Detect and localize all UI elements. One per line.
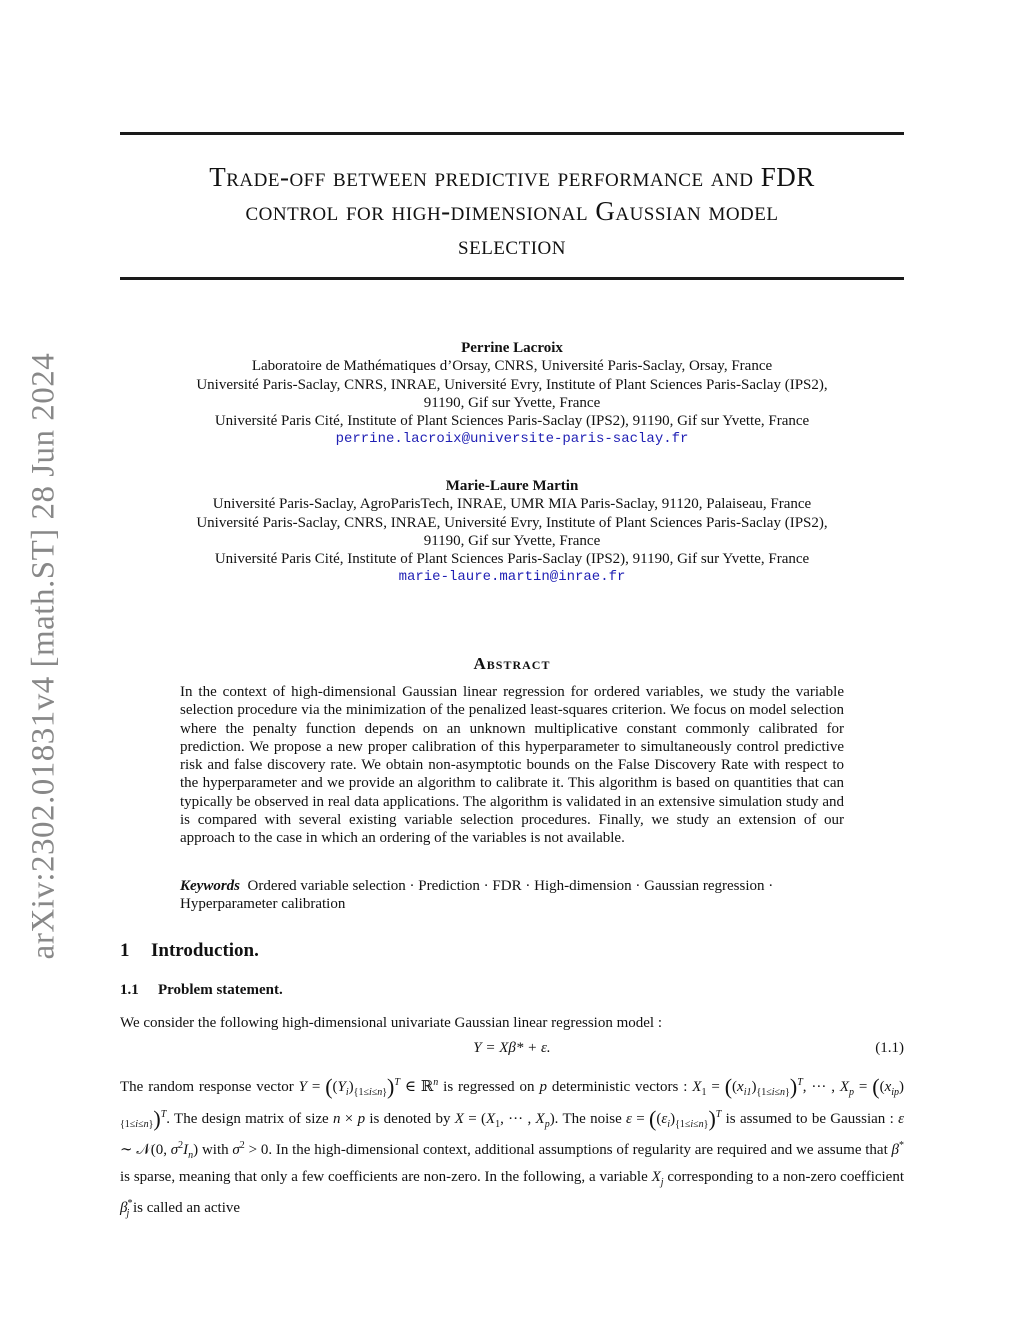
keyword: Hyperparameter calibration	[180, 896, 346, 913]
text-run: is assumed to be Gaussian :	[725, 1110, 894, 1127]
text-run: is sparse, meaning that only a few coefficients are non-zero. In the following, a variable	[120, 1168, 648, 1185]
title-line: control for high-dimensional Gaussian model	[245, 196, 779, 226]
paper-title	[120, 160, 904, 262]
keyword: Prediction	[418, 878, 480, 894]
affiliation-line: Université Paris-Saclay, CNRS, INRAE, Université Evry, Institute of Plant Sciences Paris-Saclay (IPS2),	[196, 514, 828, 531]
subsection-title: Problem statement.	[158, 982, 283, 998]
affiliation-line: 91190, Gif sur Yvette, France	[423, 532, 601, 549]
affiliation-line: 91190, Gif sur Yvette, France	[423, 394, 601, 411]
subsection-number: 1.1	[120, 982, 139, 998]
text-run: . In the high-dimensional context, additional assumptions of regularity are required and we assume that	[268, 1142, 888, 1158]
text-run: is regressed on	[443, 1079, 535, 1095]
section-heading	[120, 940, 259, 962]
keyword: Ordered variable selection	[247, 878, 406, 894]
paragraph: We consider the following high-dimensional univariate Gaussian linear regression model :	[120, 1015, 662, 1031]
equation-expression: Y = Xβ* + ε.	[473, 1040, 551, 1056]
text-run: The noise	[562, 1110, 622, 1127]
affiliation-line: Université Paris Cité, Institute of Plant Sciences Paris-Saclay (IPS2), 91190, Gif sur Yvette, France	[214, 413, 810, 430]
keywords: Keywords Ordered variable selection · Prediction · FDR · High-dimension · Gaussian regression · Hyperparameter calibration	[180, 878, 774, 913]
text-run: with	[201, 1142, 229, 1158]
text-run: deterministic vectors :	[551, 1079, 688, 1095]
author-email-link[interactable]: perrine.lacroix@universite-paris-saclay.fr	[335, 431, 689, 448]
arxiv-stamp: arXiv:2302.01831v4 [math.ST] 28 Jun 2024	[25, 352, 62, 960]
author-block	[120, 339, 904, 449]
equation-number: (1.1)	[875, 1040, 904, 1056]
paragraph: The random response vector $Y = ((Y_i)_{\{1\le i\le n\}})^T$ ∈ ℝ$^n$ is regressed on p deterministic vectors : $X_1 = ((x_{i1})_{\{1\le i\le n\}})^T$, ··· , $X_p = ((x_{ip})_{\{1\le i\le n\}})^T$. The design matrix of size n × p is denoted by $X = (X_1$, ··· , $X_p$). The noise $\varepsilon = ((\varepsilon_i)_{\{1\le i\le n\}})^T$ is assumed to be Gaussian : ε ∼ 𝒩(0, $\sigma^2I_n$) with $\sigma^2 > 0$. In the high-dimensional context, additional assumptions of regularity are required and we assume that β* is sparse, meaning that only a few coefficients are non-zero. In the following, a variable $X_j$ corresponding to a non-zero coefficient $\beta^*_j$ is called an active	[120, 1074, 905, 1219]
subsection-heading	[120, 982, 283, 999]
text-run: is called an active	[133, 1200, 241, 1216]
abstract-heading: Abstract	[473, 654, 551, 673]
affiliation-line: Université Paris Cité, Institute of Plant Sciences Paris-Saclay (IPS2), 91190, Gif sur Yvette, France	[214, 551, 810, 568]
keywords-label: Keywords	[180, 878, 240, 894]
keyword: High-dimension	[534, 878, 632, 894]
keyword: FDR	[492, 878, 522, 894]
title-line: Trade-off between predictive performance and FDR	[209, 162, 815, 192]
author-name: Perrine Lacroix	[461, 340, 563, 356]
affiliation-line: Université Paris-Saclay, AgroParisTech, INRAE, UMR MIA Paris-Saclay, 91120, Palaiseau, France	[212, 496, 812, 513]
abstract-text: In the context of high-dimensional Gaussian linear regression for ordered variables, we study the variable selection procedure via the minimization of the penalized least-squares criterion. We focus on model selection where the penalty function depends on an unknown multiplicative constant commonly calibrated for prediction. We propose a new proper calibration of this hyperparameter to simultaneously control predictive risk and false discovery rate. We obtain non-asymptotic bounds on the False Discovery Rate with respect to the hyperparameter and we provide an algorithm to calibrate it. This algorithm is based on quantities that can typically be observed in real data applications. The algorithm is validated in an extensive simulation study and is compared with several existing variable selection procedures. Finally, we study an extension of our approach to the case in which an ordering of the variables is not available.	[180, 684, 844, 847]
author-name: Marie-Laure Martin	[445, 478, 579, 494]
text-run: The random response vector	[120, 1079, 294, 1095]
affiliation-line: Université Paris-Saclay, CNRS, INRAE, Université Evry, Institute of Plant Sciences Paris-Saclay (IPS2),	[196, 376, 828, 393]
section-number: 1	[120, 940, 130, 961]
keyword: Gaussian regression	[644, 878, 765, 894]
affiliation-line: Laboratoire de Mathématiques d’Orsay, CNRS, Université Paris-Saclay, Orsay, France	[251, 358, 773, 375]
author-block	[120, 477, 904, 587]
author-email-link[interactable]: marie-laure.martin@inrae.fr	[398, 569, 626, 586]
text-run: is denoted by	[369, 1110, 451, 1127]
title-top-rule	[120, 132, 904, 135]
section-title: Introduction.	[151, 940, 259, 961]
text-run: . The design matrix of size	[166, 1110, 329, 1127]
text-run: corresponding to a non-zero coefficient	[667, 1168, 905, 1185]
title-bottom-rule	[120, 277, 904, 280]
title-line: selection	[458, 230, 566, 260]
